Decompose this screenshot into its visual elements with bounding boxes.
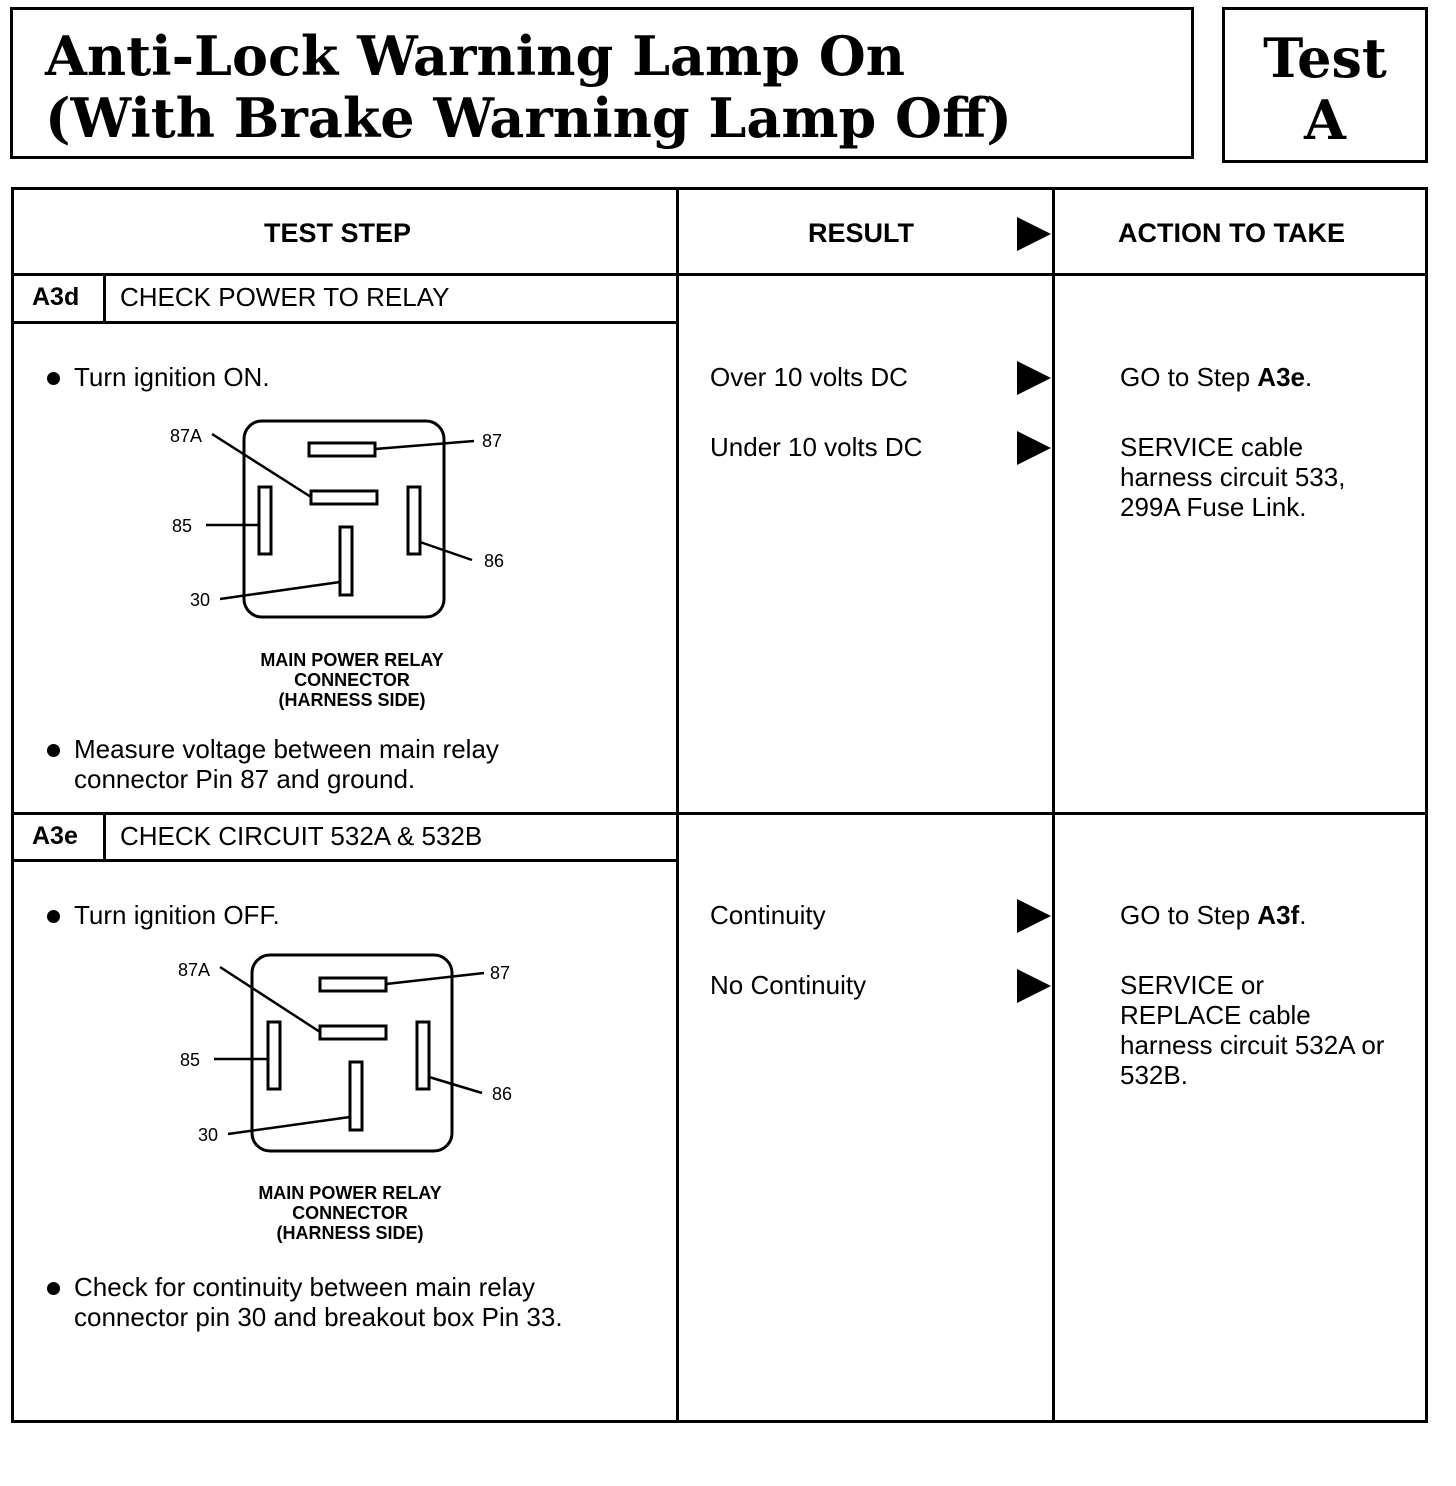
title-box: [10, 7, 1194, 159]
step-title: CHECK POWER TO RELAY: [120, 282, 450, 312]
pin-label-85: 85: [172, 516, 193, 536]
pin-87a-terminal: [311, 491, 377, 504]
column-header-result: RESULT: [808, 218, 914, 248]
diagnostic-table: [11, 187, 1428, 1423]
test-label: Test: [1263, 26, 1387, 90]
pin-86-terminal: [417, 1022, 429, 1089]
pin-87a-terminal: [320, 1026, 386, 1039]
pin-30-terminal: [350, 1062, 362, 1130]
caption-line: (HARNESS SIDE): [276, 1223, 424, 1243]
action-text: GO to Step A3e.: [1120, 362, 1313, 392]
result-arrow-icon: [1017, 969, 1051, 1003]
result-text: Under 10 volts DC: [710, 432, 923, 462]
column-divider: [676, 190, 679, 1420]
step-instruction: Turn ignition OFF.: [74, 900, 280, 930]
caption-line: CONNECTOR: [292, 1203, 408, 1223]
column-header-test-step: TEST STEP: [264, 218, 412, 248]
result-text: Over 10 volts DC: [710, 362, 908, 392]
diagram-caption: [202, 650, 502, 710]
step-separator: [14, 812, 1425, 815]
result-text: No Continuity: [710, 970, 867, 1000]
pin-label-85: 85: [180, 1050, 201, 1070]
pin-label-87a: 87A: [178, 960, 211, 980]
step-id: A3e: [32, 822, 78, 850]
leader-line: [228, 1117, 350, 1134]
relay-connector-diagram: [154, 412, 534, 627]
page-title-line1: Anti-Lock Warning Lamp On: [45, 24, 906, 88]
caption-line: (HARNESS SIDE): [278, 690, 426, 710]
pin-85-terminal: [268, 1022, 280, 1089]
test-id-box: [1222, 7, 1428, 163]
result-arrow-icon: [1017, 361, 1051, 395]
bullet-icon: [47, 910, 60, 923]
header-divider: [14, 273, 1425, 276]
column-header-action: ACTION TO TAKE: [1118, 218, 1345, 248]
pin-30-terminal: [340, 527, 352, 595]
result-arrow-icon: [1017, 217, 1051, 251]
result-arrow-icon: [1017, 431, 1051, 465]
page-title-line2: (With Brake Warning Lamp Off): [45, 86, 1012, 150]
relay-connector-diagram: [164, 946, 544, 1161]
pin-87-terminal: [320, 978, 386, 991]
connector-outline: [252, 955, 452, 1151]
leader-line: [375, 441, 474, 449]
action-text: SERVICE cable harness circuit 533, 299A Fuse Link.: [1120, 432, 1346, 522]
diagram-caption: [200, 1183, 500, 1243]
step-title: CHECK CIRCUIT 532A & 532B: [120, 821, 483, 851]
pin-86-terminal: [408, 487, 420, 554]
step-instruction: Check for continuity between main relay connector pin 30 and breakout box Pin 33.: [74, 1272, 563, 1332]
step-instruction: Turn ignition ON.: [74, 362, 270, 392]
step-id-divider: [103, 276, 106, 321]
bullet-icon: [47, 372, 60, 385]
pin-label-86: 86: [484, 551, 505, 571]
pin-label-87: 87: [490, 963, 511, 983]
step-title-divider: [14, 859, 676, 862]
action-text: SERVICE or REPLACE cable harness circuit 532A or 532B.: [1120, 970, 1385, 1090]
connector-outline: [244, 421, 444, 617]
test-letter: A: [1304, 88, 1346, 152]
caption-line: MAIN POWER RELAY: [260, 650, 444, 670]
column-divider: [1052, 190, 1055, 1420]
pin-label-87a: 87A: [170, 426, 203, 446]
step-instruction: Measure voltage between main relay connector Pin 87 and ground.: [74, 734, 499, 794]
step-id: A3d: [32, 283, 80, 311]
pin-label-30: 30: [190, 590, 211, 610]
action-text: GO to Step A3f.: [1120, 900, 1307, 930]
pin-label-86: 86: [492, 1084, 513, 1104]
step-title-divider: [14, 321, 676, 324]
leader-line: [420, 542, 472, 560]
pin-label-30: 30: [198, 1125, 219, 1145]
pin-87-terminal: [309, 443, 375, 456]
result-text: Continuity: [710, 900, 826, 930]
caption-line: MAIN POWER RELAY: [258, 1183, 442, 1203]
caption-line: CONNECTOR: [294, 670, 410, 690]
bullet-icon: [47, 1282, 60, 1295]
bullet-icon: [47, 744, 60, 757]
leader-line: [220, 582, 340, 599]
pin-label-87: 87: [482, 431, 503, 451]
step-id-divider: [103, 815, 106, 859]
result-arrow-icon: [1017, 899, 1051, 933]
pin-85-terminal: [259, 487, 271, 554]
leader-line: [386, 973, 484, 984]
leader-line: [429, 1077, 482, 1093]
